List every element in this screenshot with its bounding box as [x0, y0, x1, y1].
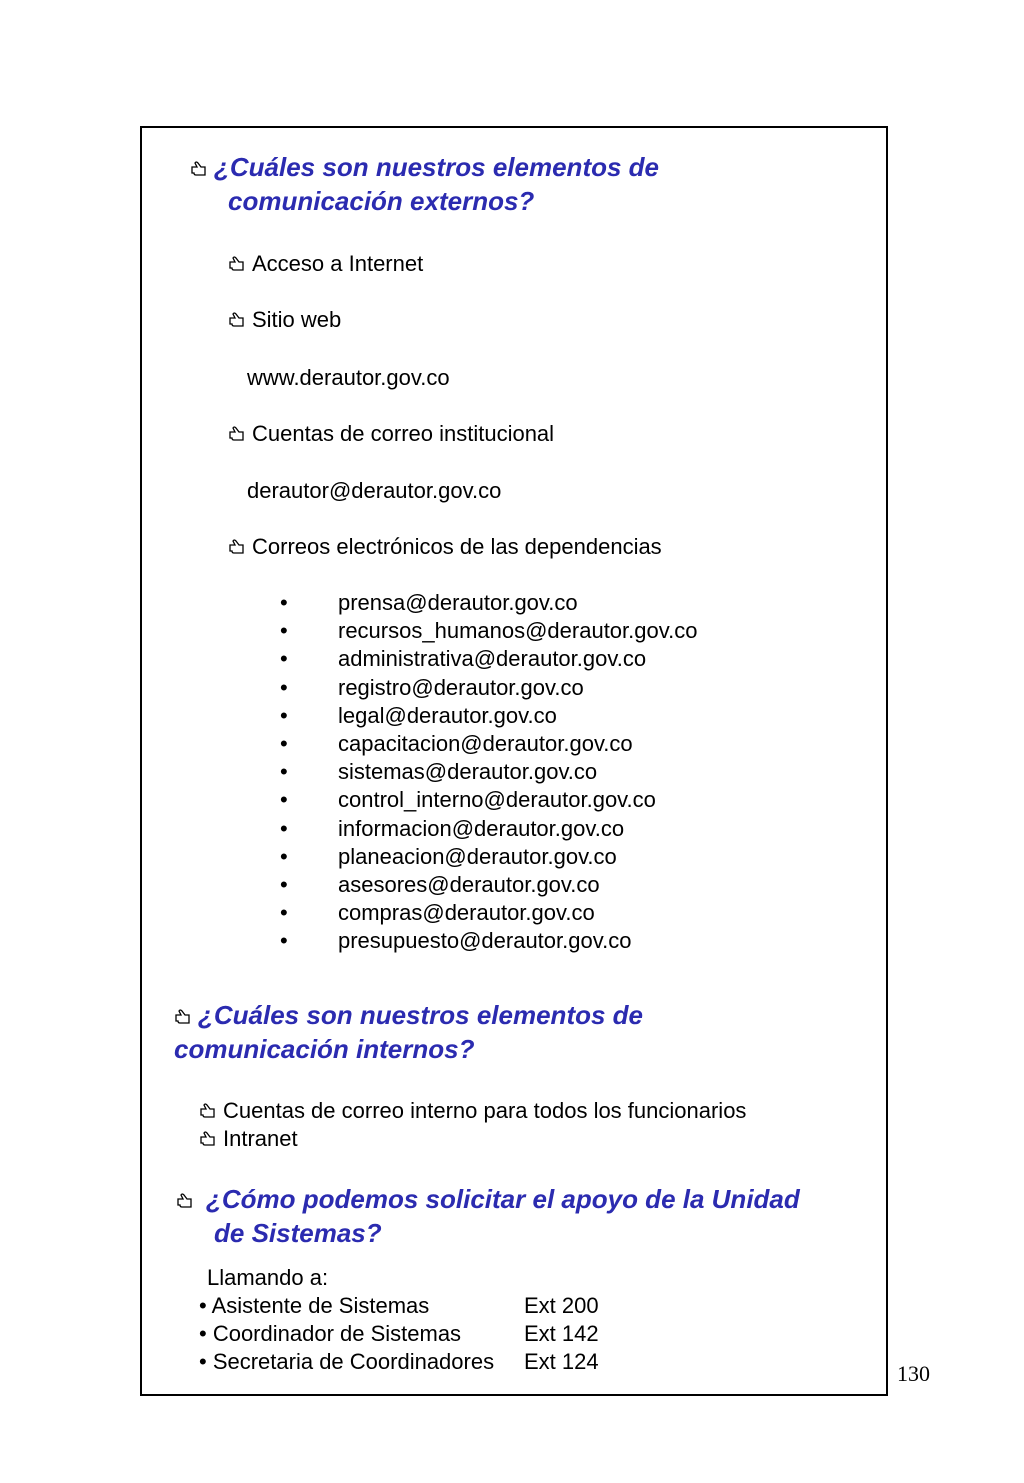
contact-ext: Ext 200 — [524, 1293, 599, 1318]
list-item — [280, 843, 697, 871]
list-item — [280, 927, 697, 955]
external-heading-line2: comunicación externos? — [228, 186, 535, 216]
contact-ext: Ext 124 — [524, 1349, 599, 1374]
contact-label: • Secretaria de Coordinadores — [199, 1349, 495, 1374]
hand-pointer-icon — [199, 1101, 217, 1119]
contact-ext: Ext 142 — [524, 1321, 599, 1346]
item-label: Acceso a Internet — [252, 251, 424, 276]
item-label: Cuentas de correo interno para todos los funcionarios — [223, 1098, 747, 1123]
internal-heading-line1 — [174, 998, 643, 1032]
email-text: registro@derautor.gov.co — [338, 674, 584, 700]
list-item — [280, 589, 697, 617]
list-item — [280, 645, 697, 673]
contact-row — [199, 1320, 599, 1348]
hand-pointer-icon — [190, 159, 208, 177]
contact-label: • Asistente de Sistemas — [199, 1293, 430, 1318]
calling-label: Llamando a: — [207, 1265, 329, 1290]
contact-row — [199, 1292, 599, 1320]
support-heading-line1 — [176, 1182, 800, 1216]
hand-pointer-icon — [228, 537, 246, 555]
email-text: informacion@derautor.gov.co — [338, 815, 625, 841]
external-heading-line1 — [190, 150, 659, 184]
list-item — [280, 899, 697, 927]
list-item-website — [228, 306, 341, 334]
list-item-internal-mail — [199, 1097, 746, 1125]
email-text: asesores@derautor.gov.co — [338, 871, 600, 897]
list-item-internet — [228, 250, 423, 278]
list-item — [280, 617, 697, 645]
item-label: Sitio web — [252, 307, 342, 332]
list-item — [280, 702, 697, 730]
list-item-department-mail — [228, 533, 662, 561]
bullet: • — [280, 674, 288, 700]
email-text: sistemas@derautor.gov.co — [338, 759, 598, 785]
item-label: Cuentas de correo institucional — [252, 421, 555, 446]
heading-text: ¿Cuáles son nuestros elementos de — [198, 1000, 644, 1030]
list-item-intranet — [199, 1125, 298, 1153]
contacts-list — [199, 1292, 599, 1376]
bullet: • — [280, 928, 288, 954]
hand-pointer-icon — [228, 424, 246, 442]
email-text: legal@derautor.gov.co — [338, 702, 557, 728]
page-number: 130 — [897, 1361, 930, 1386]
email-text: prensa@derautor.gov.co — [338, 590, 578, 615]
list-item-mail-accounts — [228, 420, 554, 448]
internal-heading-line2: comunicación internos? — [174, 1034, 475, 1064]
hand-pointer-icon — [199, 1129, 217, 1147]
item-label: Intranet — [223, 1126, 298, 1151]
website-url: www.derautor.gov.co — [247, 365, 450, 390]
hand-pointer-icon — [228, 310, 246, 328]
email-text: compras@derautor.gov.co — [338, 900, 595, 926]
bullet: • — [280, 871, 288, 897]
email-text: administrativa@derautor.gov.co — [338, 646, 647, 672]
list-item — [280, 730, 697, 758]
hand-pointer-icon — [228, 254, 246, 272]
item-label: Correos electrónicos de las dependencias — [252, 534, 662, 559]
bullet: • — [280, 815, 288, 841]
heading-text: ¿Cuáles son nuestros elementos de — [214, 152, 660, 182]
bullet: • — [280, 900, 288, 926]
bullet: • — [280, 646, 288, 672]
list-item — [280, 758, 697, 786]
bullet: • — [280, 618, 288, 644]
list-item — [280, 674, 697, 702]
contact-label: • Coordinador de Sistemas — [199, 1321, 462, 1346]
bullet: • — [280, 787, 288, 813]
institutional-email: derautor@derautor.gov.co — [247, 478, 502, 503]
email-text: presupuesto@derautor.gov.co — [338, 928, 632, 954]
contact-row — [199, 1348, 599, 1376]
list-item — [280, 871, 697, 899]
list-item — [280, 815, 697, 843]
email-text: capacitacion@derautor.gov.co — [338, 730, 633, 756]
department-email-list — [280, 589, 697, 955]
bullet: • — [280, 702, 288, 728]
email-text: recursos_humanos@derautor.gov.co — [338, 618, 698, 644]
hand-pointer-icon — [176, 1191, 194, 1209]
hand-pointer-icon — [174, 1007, 192, 1025]
bullet: • — [280, 730, 288, 756]
bullet: • — [280, 843, 288, 869]
list-item — [280, 786, 697, 814]
bullet: • — [280, 759, 288, 785]
email-text: control_interno@derautor.gov.co — [338, 787, 656, 813]
heading-text: ¿Cómo podemos solicitar el apoyo de la Unidad — [206, 1184, 800, 1214]
support-heading-line2: de Sistemas? — [214, 1218, 382, 1248]
bullet: • — [280, 590, 288, 615]
email-text: planeacion@derautor.gov.co — [338, 843, 617, 869]
